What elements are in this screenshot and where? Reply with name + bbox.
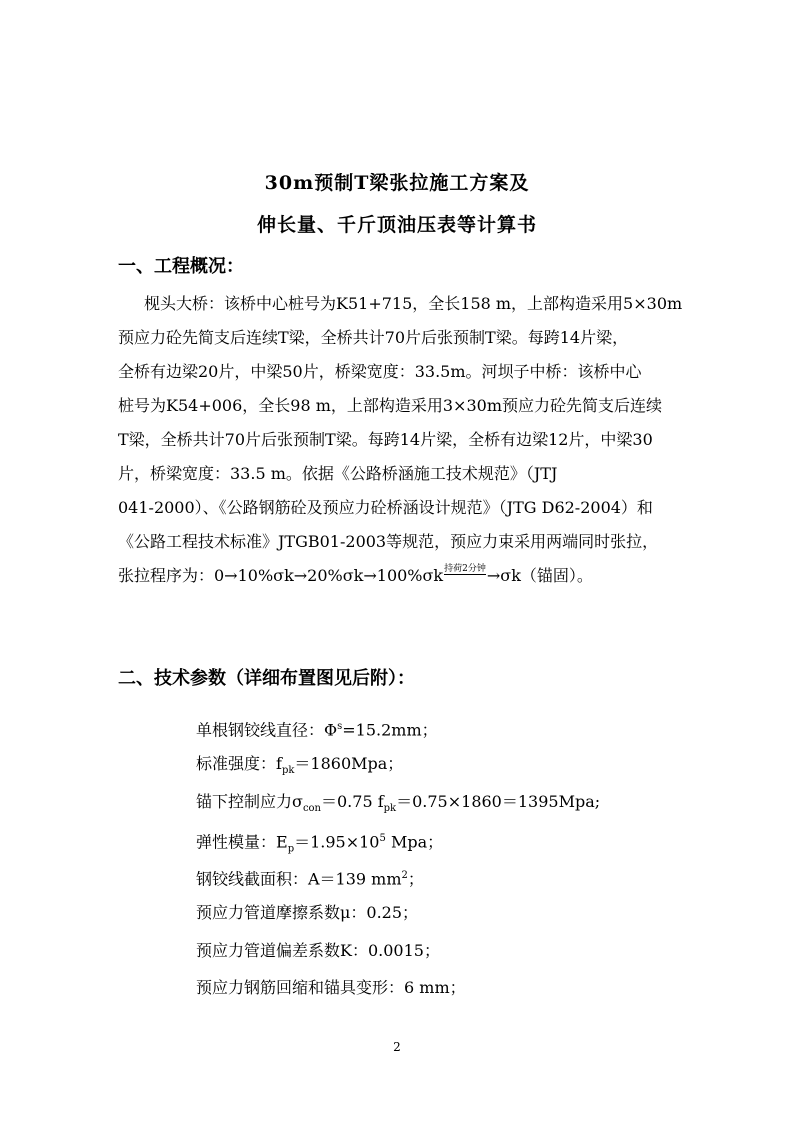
param-sup: 2	[401, 870, 408, 882]
param-value: ＝0.75×1860＝1395Mpa;	[396, 791, 601, 811]
param-value: ；	[407, 869, 424, 889]
paragraph-line: T梁，全桥共计70片后张预制T梁。每跨14片梁，全桥有边梁12片，中梁30	[118, 430, 653, 449]
section-heading-technical-parameters: 二、技术参数（详细布置图见后附）：	[118, 668, 415, 689]
param-elastic-modulus	[196, 820, 600, 857]
param-sub: con	[302, 802, 321, 814]
tensioning-procedure-line	[118, 559, 694, 593]
procedure-prefix: 张拉程序为：0→10%σk→20%σk→100%σk	[118, 566, 444, 585]
param-sub: pk	[281, 765, 295, 777]
param-mid: ＝0.75 f	[321, 791, 384, 811]
param-label: 标准强度：f	[196, 754, 282, 774]
param-value: ＝1860Mpa；	[294, 754, 404, 774]
param-sup: 5	[379, 832, 386, 844]
paragraph-line: 桩号为K54+006，全长98 m，上部构造采用3×30m预应力砼先简支后连续	[118, 396, 662, 415]
paragraph-line: 片，桥梁宽度：33.5 m。依据《公路桥涵施工技术规范》（JTJ	[118, 464, 558, 483]
param-value: Mpa；	[385, 832, 444, 852]
procedure-suffix: →σk（锚固）。	[486, 566, 593, 585]
param-sub: p	[287, 843, 295, 855]
paragraph-line: 《公路工程技术标准》JTGB01-2003等规范，预应力束采用两端同时张拉，	[118, 532, 659, 551]
param-anchor-deformation: 预应力钢筋回缩和锚具变形：6 mm；	[196, 978, 466, 998]
param-label: 钢铰线截面积：A＝139 mm	[196, 869, 402, 889]
page-number: 2	[393, 1040, 401, 1054]
document-title-line-2: 伸长量、千斤顶油压表等计算书	[256, 214, 537, 236]
param-friction-coefficient: 预应力管道摩擦系数μ：0.25；	[196, 903, 419, 923]
param-mid: ＝1.95×10	[294, 832, 380, 852]
section-heading-project-overview: 一、工程概况：	[118, 256, 244, 277]
param-strand-diameter	[196, 708, 600, 745]
param-label: 单根钢铰线直径：Φ	[196, 720, 338, 740]
paragraph-line: 041-2000）、《公路钢筋砼及预应力砼桥涵设计规范》（JTG D62-2004）和	[118, 498, 653, 517]
param-strand-area	[196, 857, 600, 894]
project-overview-paragraph	[118, 287, 694, 593]
paragraph-line: 全桥有边梁20片，中梁50片，桥梁宽度：33.5m。河坝子中桥：该桥中心	[118, 362, 642, 381]
param-standard-strength	[196, 745, 600, 782]
param-value: =15.2mm；	[342, 720, 438, 740]
param-deviation-coefficient: 预应力管道偏差系数K：0.0015；	[196, 940, 440, 960]
paragraph-line: 枧头大桥：该桥中心桩号为K51+715，全长158 m，上部构造采用5×30m	[144, 294, 683, 313]
paragraph-line: 预应力砼先简支后连续T梁，全桥共计70片后张预制T梁。每跨14片梁，	[118, 328, 629, 347]
param-label: 弹性模量：E	[196, 832, 288, 852]
param-label: 锚下控制应力σ	[196, 791, 303, 811]
param-sub: pk	[383, 802, 397, 814]
param-control-stress	[196, 783, 600, 820]
document-title-line-1: 30m预制T梁张拉施工方案及	[264, 172, 530, 194]
param-sup: s	[337, 721, 343, 732]
technical-parameters-list	[196, 708, 600, 1006]
procedure-hold-note: 持荷2分钟	[444, 564, 486, 574]
